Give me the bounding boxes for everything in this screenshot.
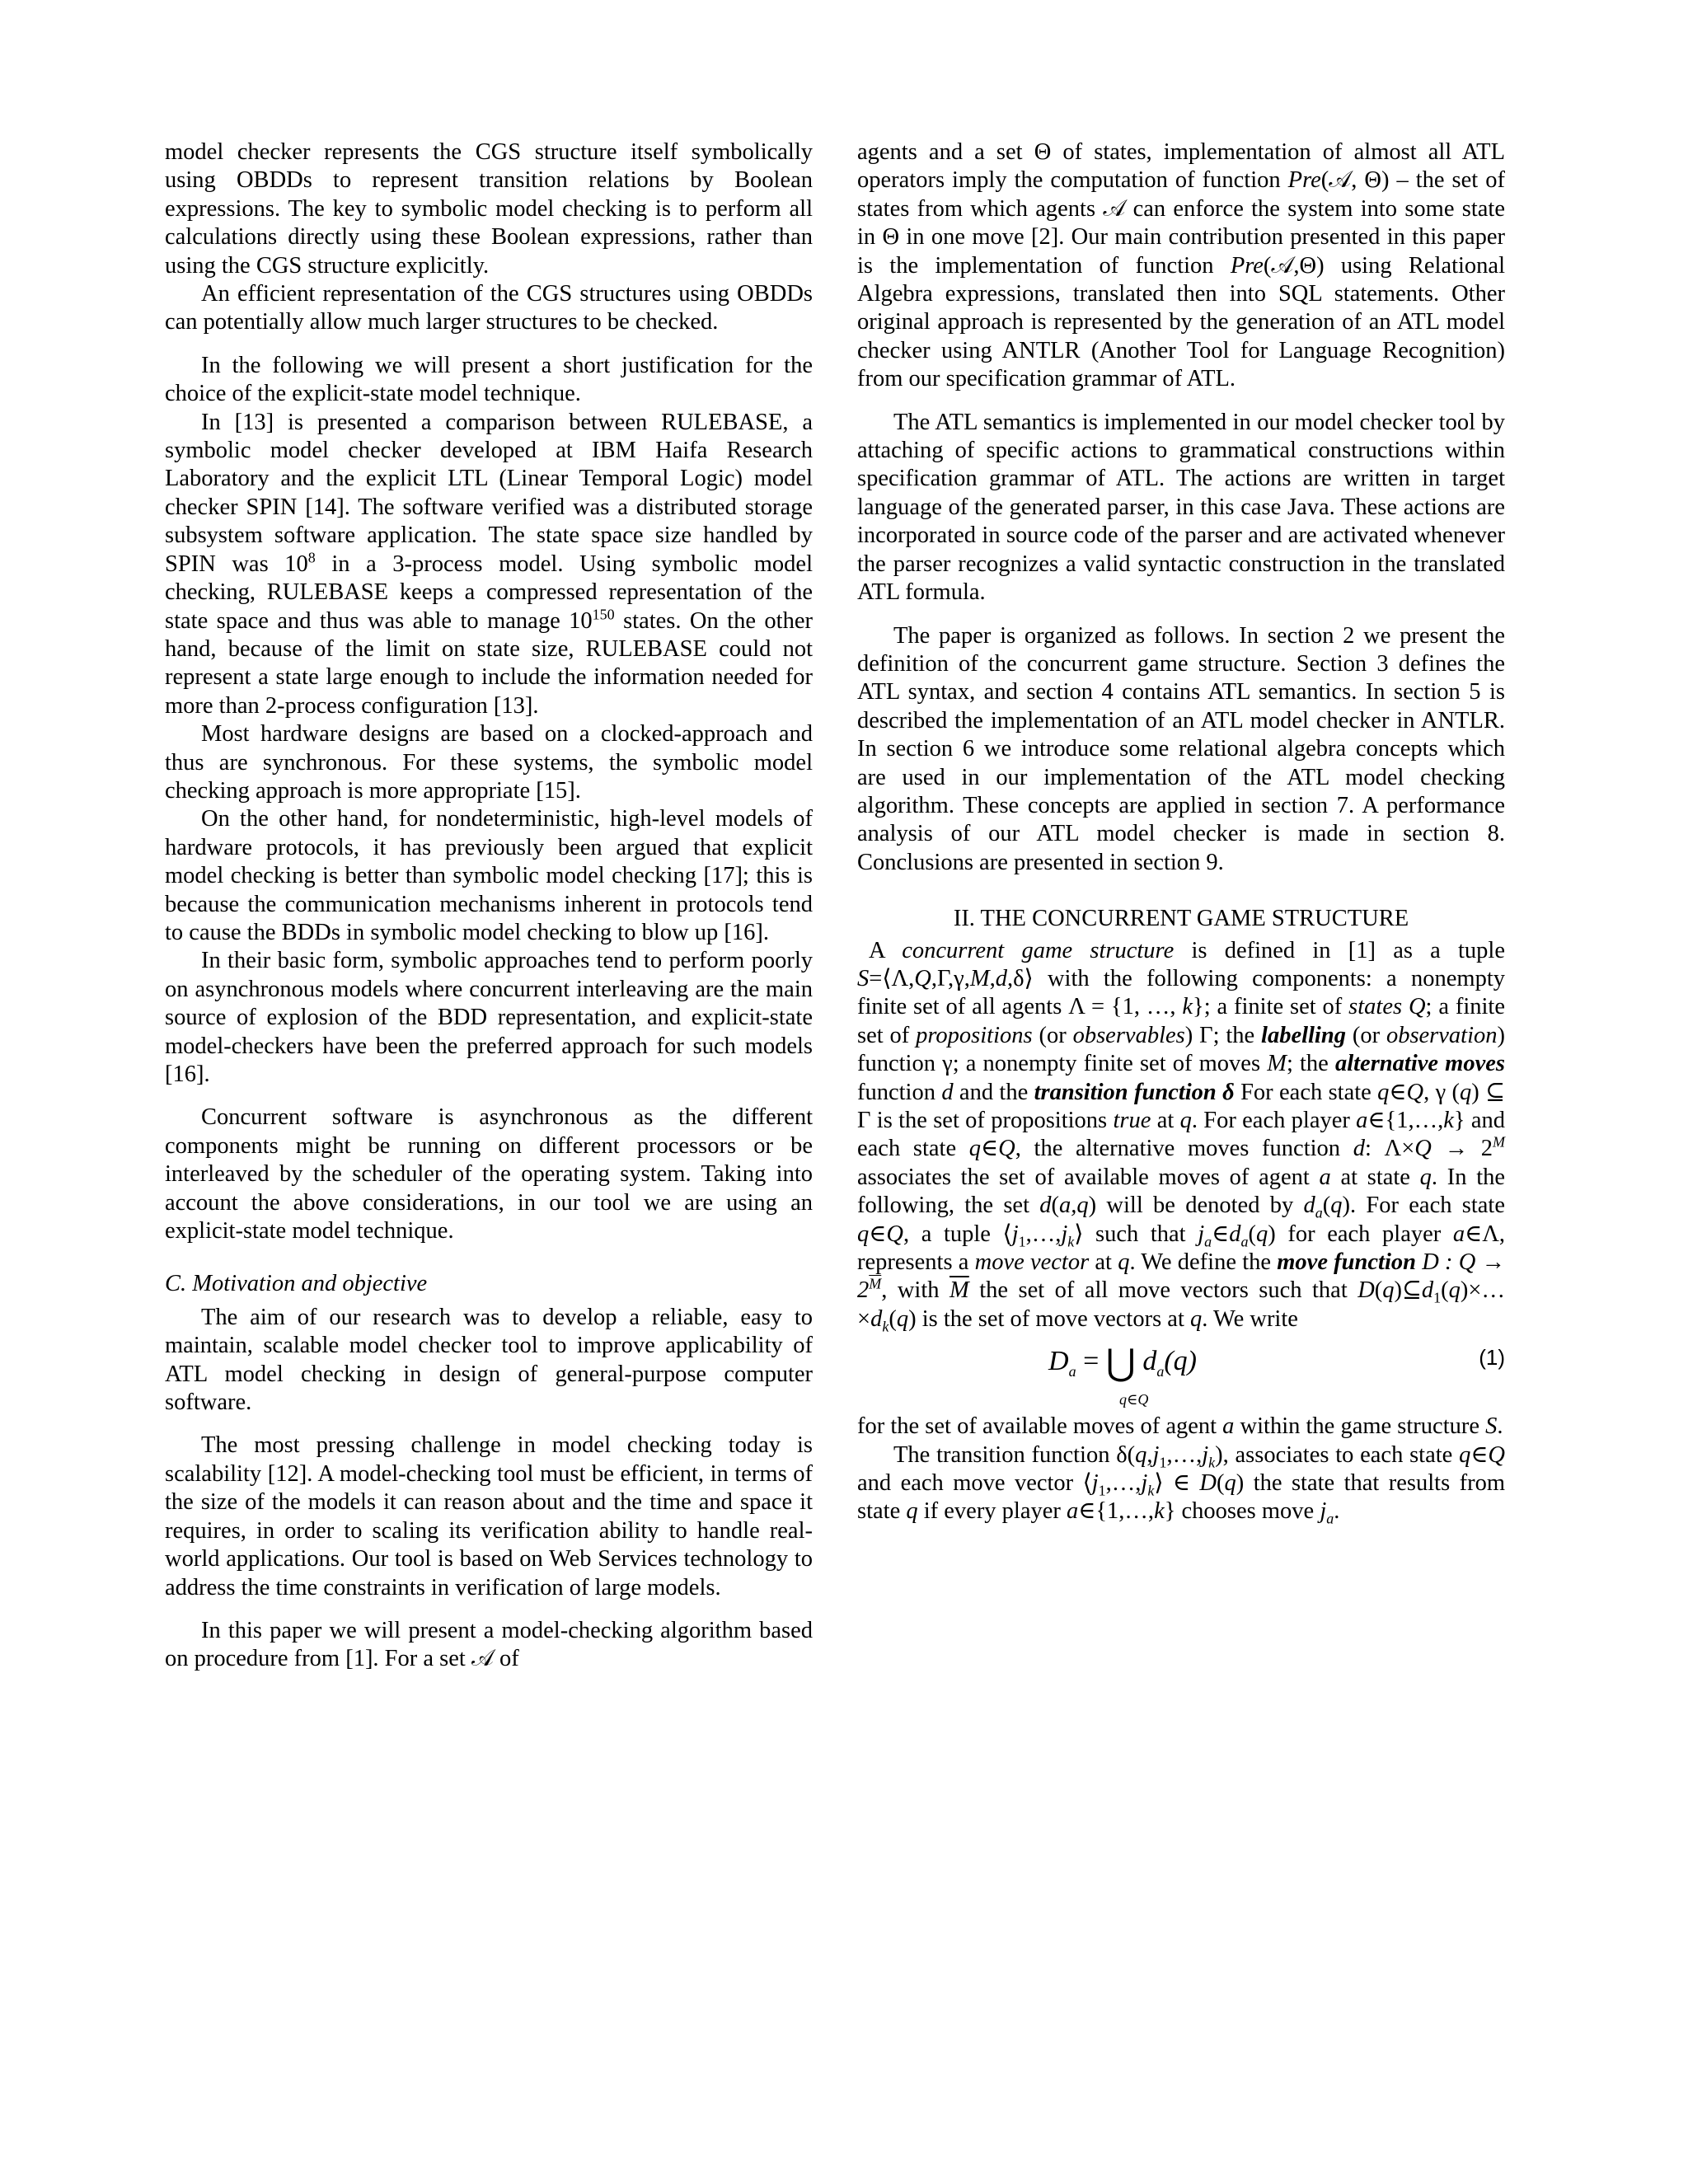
paragraph: model checker represents the CGS structure itself symbolically using OBDDs to represent transition relations by Boolean expressions. The key to symbolic model checking is to perform all calculations directly using these Boolean expressions, rather than using the CGS structure explicitly. (165, 139, 813, 279)
text-run: in a 3-process model. Using symbolic model checking, RULEBASE keeps a compressed representation of the state space and thus was able to manage 10 (165, 551, 813, 634)
text-run: (𝒜,Θ) using Relational Algebra expressions, translated then into SQL statements. Other original approach is represented by the generation of an ATL model checker using ANTLR (Another Tool for Language Recognition) from our specification grammar of ATL. (857, 252, 1505, 392)
text-run: (𝒜, Θ) – the set of states from which agents 𝒜 can enforce the system into some state in Θ in one move [2]. Our main contribution presented in this paper is the implementation of function (857, 167, 1505, 279)
paragraph: Concurrent software is asynchronous as the different components might be running on different processors or be interleaved by the scheduler of the operating system. Taking into account the above considerations, in our tool we are using an explicit-state model technique. (165, 1104, 813, 1244)
paragraph: The most pressing challenge in model checking today is scalability [12]. A model-checking tool must be efficient, in terms of the size of the models it can reason about and the time and space it requires, in order to scaling its verification ability to handle real-world applications. Our tool is based on Web Services technology to address the time constraints in verification of large models. (165, 1432, 813, 1601)
superscript: 150 (592, 606, 615, 622)
paragraph: The paper is organized as follows. In section 2 we present the definition of the concurrent game structure. Section 3 defines the ATL syntax, and section 4 contains ATL semantics. In section 5 is described the implementation of an ATL model checker in ANTLR. In section 6 we introduce some relational algebra concepts which are used in our implementation of the ATL model checking algorithm. These concepts are applied in section 7. A performance analysis of our ATL model checker is made in section 8. Conclusions are presented in section 9. (857, 622, 1505, 875)
paragraph (165, 409, 813, 720)
paragraph: In the following we will present a short justification for the choice of the explicit-state model technique. (165, 352, 813, 407)
superscript: 8 (307, 549, 316, 566)
text-run: Pre (1230, 252, 1264, 279)
paragraph: An efficient representation of the CGS structures using OBDDs can potentially allow much larger structures to be checked. (165, 281, 813, 335)
text-run: Pre (1287, 167, 1321, 194)
union-symbol: ⋃ (1105, 1343, 1136, 1384)
left-column (165, 138, 813, 1674)
paragraph: On the other hand, for nondeterministic, high-level models of hardware protocols, it has previously been argued that explicit model checking is better than symbolic model checking [17]; this is because the communication mechanisms inherent in protocols tend to cause the BDDs in symbolic model checking to blow up [16]. (165, 806, 813, 945)
text-run: agents and a set Θ of states, implementation of almost all ATL operators imply the computation of function (857, 139, 1505, 194)
paragraph: In their basic form, symbolic approaches tend to perform poorly on asynchronous models where concurrent interleaving are the main source of explosion of the BDD representation, and explicit-state model-checkers have been the preferred approach for such models [16]. (165, 948, 813, 1087)
definition-paragraph: A concurrent game structure is defined in [1] as a tuple S=⟨Λ,Q,Γ,γ,M,d,δ⟩ with the following components: a nonempty finite set of all agents Λ = {1, …, k}; a finite set of states Q; a finite set of propositions (or observables) Γ; the labelling (or observation) function γ; a nonempty finite set of moves M; the alternative moves function d and the transition function δ For each state q∈Q, γ (q) ⊆ Γ is the set of propositions true at q. For each player a∈{1,…,k} and each state q∈Q, the alternative moves function d: $\Lambda\times Q \to 2^M$ associates the set of available moves of agent a at state q. In the following, the set d(a,q) will be denoted by $d_a(q)$. For each state q∈Q, a tuple $⟨j_1,\dots,j_k⟩$ such that $j_a\in d_a(q)$ for each player a∈Λ, represents a move vector at q. We define the move function D : $Q \to 2^{\overline{M}}$, with $\overline{M}$ the set of all move vectors such that $D(q)⊆d_1(q)\times\dots\times d_k(q)$ is the set of move vectors at q. We write (857, 937, 1506, 1335)
equation-body (1048, 1342, 1197, 1408)
equation-argument: (q) (1164, 1346, 1197, 1377)
section-heading: II. THE CONCURRENT GAME STRUCTURE (953, 906, 1409, 932)
paragraph: Most hardware designs are based on a clocked-approach and thus are synchronous. For these systems, the symbolic model checking approach is more appropriate [15]. (165, 721, 813, 804)
paragraph: The aim of our research was to develop a reliable, easy to maintain, scalable model checker tool to improve applicability of ATL model checking in design of general-purpose computer software. (165, 1304, 813, 1416)
right-column (857, 138, 1505, 1526)
paragraph (857, 138, 1505, 394)
paragraph: In this paper we will present a model-checking algorithm based on procedure from [1]. For a set 𝒜 of (165, 1617, 813, 1672)
paragraph: The transition function $\delta(q,j_1,\dots,j_k)$, associates to each state q∈Q and each move vector $⟨j_1,\dots,j_k⟩$ ∈ D(q) the state that results from state q if every player a∈{1,…,k} chooses move $j_a$. (857, 1441, 1506, 1528)
union-index: q∈Q (1119, 1391, 1149, 1408)
equals-sign: = (1076, 1346, 1106, 1377)
equation-number: (1) (1479, 1345, 1505, 1371)
subsection-heading: C. Motivation and objective (165, 1271, 428, 1297)
paragraph: for the set of available moves of agent a within the game structure S. (857, 1413, 1503, 1440)
equation-rhs: d (1142, 1346, 1157, 1377)
text-run: In [13] is presented a comparison between RULEBASE, a symbolic model checker developed at IBM Haifa Research Laboratory and the explicit LTL (Linear Temporal Logic) model checker SPIN [14]. The software verified was a distributed storage subsystem software application. The state space size handled by SPIN was 10 (165, 409, 813, 577)
paragraph: The ATL semantics is implemented in our model checker tool by attaching of specific actions to grammatical constructions within specification grammar of ATL. The actions are written in target language of the generated parser, in this case Java. These actions are incorporated in source code of the parser and are activated whenever the parser recognizes a valid syntactic construction in the translated ATL formula. (857, 409, 1505, 606)
equation-lhs: D (1048, 1346, 1069, 1377)
equation-1 (857, 1335, 1505, 1411)
equation-subscript: a (1068, 1363, 1076, 1380)
text-run: states. On the other hand, because of the limit on state size, RULEBASE could not represent a state large enough to include the information needed for more than 2-process configuration [13]. (165, 607, 813, 719)
equation-subscript: a (1156, 1363, 1165, 1380)
